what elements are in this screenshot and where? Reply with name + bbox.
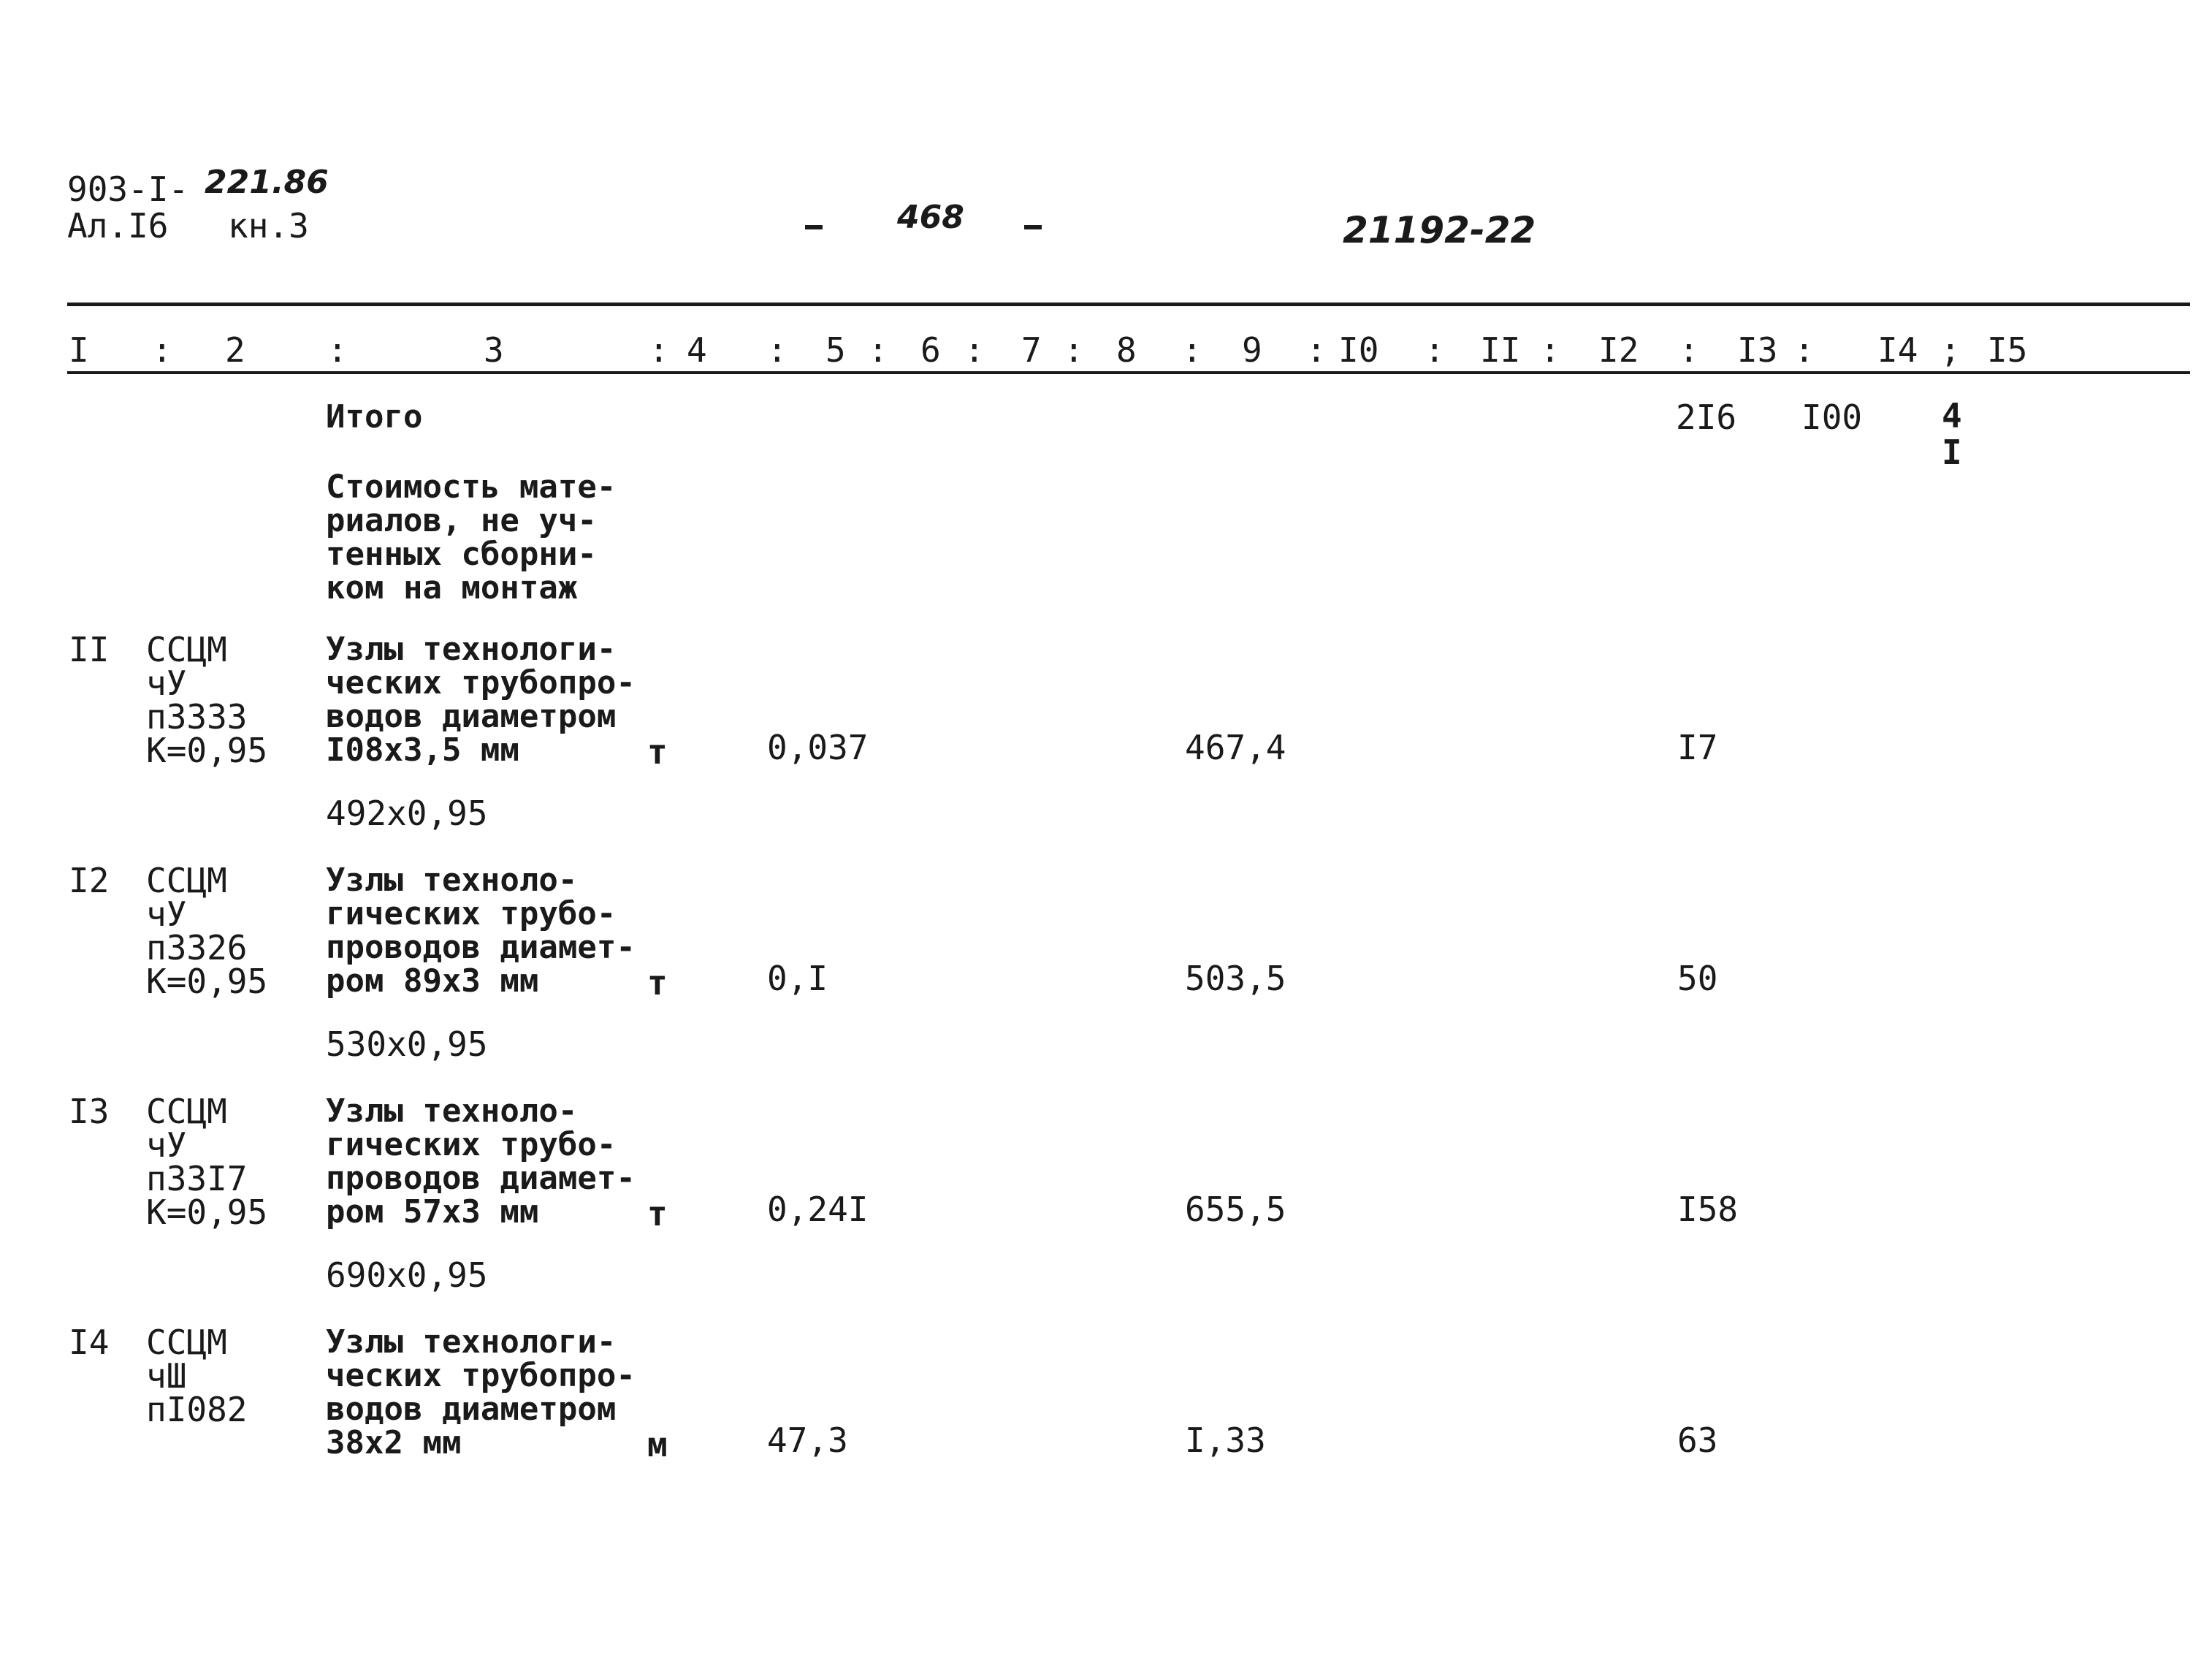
col-header: I3 bbox=[1737, 330, 1778, 370]
col-header: I5 bbox=[1987, 330, 2028, 370]
col-header: 7 bbox=[1021, 330, 1042, 370]
note-line: тенных сборни- bbox=[326, 536, 597, 573]
album-number: Ал.I6 bbox=[67, 206, 169, 246]
row-unit-price: 467,4 bbox=[1185, 728, 1286, 767]
row-calculation: 690х0,95 bbox=[326, 1255, 488, 1295]
column-header-row bbox=[0, 330, 2212, 370]
col-header: II bbox=[1480, 330, 1521, 370]
row-quantity: 47,3 bbox=[767, 1421, 848, 1460]
total-col13: 2I6 bbox=[1676, 398, 1737, 437]
top-rule bbox=[67, 303, 2190, 306]
row-total: 63 bbox=[1677, 1421, 1718, 1460]
col-sep: : bbox=[327, 330, 348, 370]
col-sep: ; bbox=[1940, 330, 1961, 370]
col-header: 6 bbox=[920, 330, 941, 370]
column-header-underline bbox=[67, 371, 2190, 374]
col-header: 8 bbox=[1116, 330, 1137, 370]
code-line: чУ bbox=[146, 663, 187, 703]
code-line: ССЦМ bbox=[146, 861, 227, 900]
col-sep: : bbox=[1679, 330, 1699, 370]
book-number: кн.3 bbox=[228, 206, 309, 246]
col-header: I bbox=[69, 330, 89, 370]
desc-line: I08х3,5 мм bbox=[326, 731, 519, 769]
code-line: К=0,95 bbox=[146, 962, 268, 1001]
page-dash-right bbox=[1024, 225, 1042, 229]
desc-line: гических трубо- bbox=[326, 1126, 617, 1163]
desc-line: Узлы техноло- bbox=[326, 862, 578, 899]
sheet-code: 21192-22 bbox=[1343, 209, 1536, 251]
desc-line: ром 89х3 мм bbox=[326, 962, 539, 1000]
col-sep: : bbox=[1064, 330, 1084, 370]
code-line: ССЦМ bbox=[146, 630, 227, 669]
doc-code-handwritten: 221.86 bbox=[205, 164, 329, 201]
code-line: пI082 bbox=[146, 1390, 248, 1429]
desc-line: проводов диамет- bbox=[326, 929, 636, 966]
note-line: ком на монтаж bbox=[326, 569, 578, 606]
row-unit: т bbox=[647, 963, 668, 1003]
desc-line: проводов диамет- bbox=[326, 1160, 636, 1197]
row-quantity: 0,037 bbox=[767, 728, 869, 767]
row-unit-price: 655,5 bbox=[1185, 1190, 1286, 1229]
row-total: I7 bbox=[1677, 728, 1718, 767]
col-sep: : bbox=[964, 330, 985, 370]
materials-note bbox=[326, 468, 617, 606]
col-header: I2 bbox=[1598, 330, 1639, 370]
col-header: 2 bbox=[225, 330, 245, 370]
col-sep: : bbox=[1540, 330, 1560, 370]
row-quantity: 0,I bbox=[767, 959, 828, 998]
total-col15-top: 4 bbox=[1942, 396, 1962, 436]
col-header: 4 bbox=[687, 330, 707, 370]
row-quantity: 0,24I bbox=[767, 1190, 869, 1229]
total-col14: I00 bbox=[1801, 398, 1863, 437]
row-description bbox=[326, 864, 636, 998]
note-line: Стоимость мате- bbox=[326, 468, 617, 506]
desc-line: гических трубо- bbox=[326, 895, 617, 932]
code-line: ССЦМ bbox=[146, 1092, 227, 1131]
col-header: 3 bbox=[484, 330, 504, 370]
row-number: I3 bbox=[69, 1092, 110, 1131]
row-description bbox=[326, 633, 636, 767]
doc-code-prefix: 903-I- bbox=[67, 170, 189, 209]
col-sep: : bbox=[152, 330, 172, 370]
row-calculation: 530х0,95 bbox=[326, 1024, 488, 1064]
col-header: I0 bbox=[1338, 330, 1379, 370]
code-line: п3326 bbox=[146, 928, 248, 967]
code-line: чУ bbox=[146, 1125, 187, 1165]
row-description bbox=[326, 1092, 636, 1231]
row-description bbox=[326, 1323, 636, 1461]
desc-line: водов диаметром bbox=[326, 698, 617, 735]
row-unit: т bbox=[647, 1194, 668, 1233]
col-sep: : bbox=[1425, 330, 1445, 370]
row-number: I2 bbox=[69, 861, 110, 900]
row-unit: м bbox=[647, 1425, 668, 1464]
page-dash-left bbox=[805, 225, 823, 229]
row-code bbox=[146, 630, 268, 770]
code-line: К=0,95 bbox=[146, 1193, 268, 1232]
col-header: 5 bbox=[825, 330, 846, 370]
desc-line: ром 57х3 мм bbox=[326, 1193, 539, 1231]
total-label: Итого bbox=[326, 398, 423, 436]
col-sep: : bbox=[868, 330, 888, 370]
desc-line: Узлы техноло- bbox=[326, 1092, 578, 1130]
row-code bbox=[146, 1092, 268, 1232]
desc-line: Узлы технологи- bbox=[326, 1323, 617, 1361]
code-line: К=0,95 bbox=[146, 731, 268, 770]
code-line: чШ bbox=[146, 1356, 187, 1396]
desc-line: 38х2 мм bbox=[326, 1424, 462, 1461]
row-unit-price: I,33 bbox=[1185, 1421, 1266, 1460]
code-line: п3333 bbox=[146, 697, 248, 737]
note-line: риалов, не уч- bbox=[326, 502, 597, 539]
col-sep: : bbox=[1306, 330, 1327, 370]
col-sep: : bbox=[767, 330, 787, 370]
code-line: п33I7 bbox=[146, 1159, 248, 1198]
col-sep: : bbox=[1794, 330, 1815, 370]
col-sep: : bbox=[1182, 330, 1202, 370]
row-number: I4 bbox=[69, 1323, 110, 1362]
row-total: 50 bbox=[1677, 959, 1718, 998]
row-number: II bbox=[69, 630, 110, 669]
page-number: 468 bbox=[897, 199, 964, 236]
desc-line: ческих трубопро- bbox=[326, 1357, 636, 1394]
row-unit-price: 503,5 bbox=[1185, 959, 1286, 998]
desc-line: ческих трубопро- bbox=[326, 664, 636, 701]
row-code bbox=[146, 861, 268, 1001]
col-header: I4 bbox=[1877, 330, 1918, 370]
total-col15-bottom: I bbox=[1942, 433, 1962, 472]
row-total: I58 bbox=[1677, 1190, 1739, 1229]
desc-line: Узлы технологи- bbox=[326, 631, 617, 668]
col-header: 9 bbox=[1242, 330, 1262, 370]
row-unit: т bbox=[647, 732, 668, 772]
code-line: ССЦМ bbox=[146, 1323, 227, 1362]
col-sep: : bbox=[649, 330, 669, 370]
row-calculation: 492х0,95 bbox=[326, 794, 488, 833]
desc-line: водов диаметром bbox=[326, 1391, 617, 1428]
row-code bbox=[146, 1323, 248, 1429]
code-line: чУ bbox=[146, 894, 187, 934]
